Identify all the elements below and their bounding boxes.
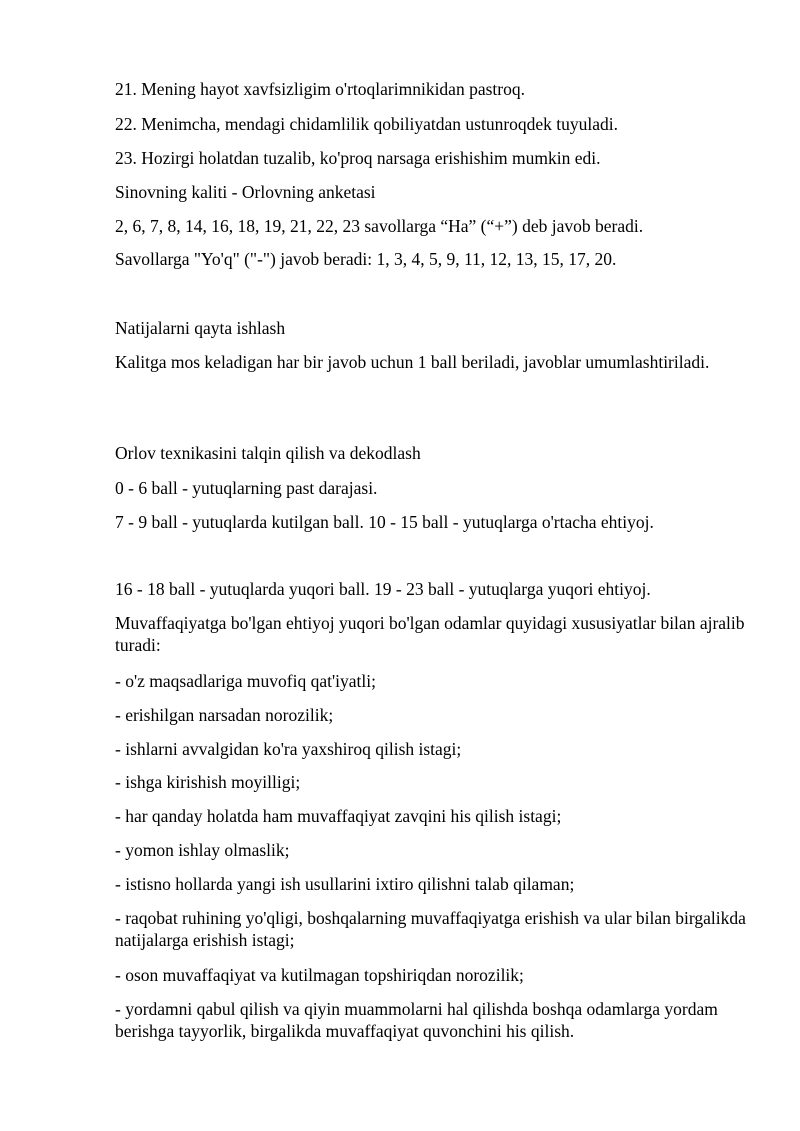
score-range-low: 0 - 6 ball - yutuqlarning past darajasi. [115,478,378,498]
features-intro: Muvaffaqiyatga bo'lgan ehtiyoj yuqori bo'lgan odamlar quyidagi xususiyatlar bilan ajralib turadi: [115,613,745,655]
question-23: 23. Hozirgi holatdan tuzalib, ko'proq narsaga erishishim mumkin edi. [115,148,601,168]
score-range-medium: 7 - 9 ball - yutuqlarda kutilgan ball. 10 - 15 ball - yutuqlarga o'rtacha ehtiyoj. [115,512,654,532]
feature-item: - ishga kirishish moyilligi; [115,772,301,792]
feature-item: - o'z maqsadlariga muvofiq qat'iyatli; [115,671,376,691]
feature-item: - raqobat ruhining yo'qligi, boshqalarning muvaffaqiyatga erishish va ular bilan birgalikda natijalarga erishish istagi; [115,908,746,950]
feature-item: - yordamni qabul qilish va qiyin muammolarni hal qilishda boshqa odamlarga yordam berishga tayyorlik, birgalikda muvaffaqiyat quvonchini his qilish. [115,999,718,1041]
yes-answers-key: 2, 6, 7, 8, 14, 16, 18, 19, 21, 22, 23 savollarga “Ha” (“+”) deb javob beradi. [115,216,644,236]
feature-item: - yomon ishlay olmaslik; [115,840,290,860]
feature-item: - ishlarni avvalgidan ko'ra yaxshiroq qilish istagi; [115,739,462,759]
no-answers-key: Savollarga "Yo'q" ("-") javob beradi: 1, 3, 4, 5, 9, 11, 12, 13, 15, 17, 20. [115,249,617,269]
feature-item: - istisno hollarda yangi ish usullarini ixtiro qilishni talab qilaman; [115,874,575,894]
processing-text: Kalitga mos keladigan har bir javob uchun 1 ball beriladi, javoblar umumlashtiriladi. [115,352,710,372]
feature-item: - oson muvaffaqiyat va kutilmagan topshiriqdan norozilik; [115,965,524,985]
feature-item: - har qanday holatda ham muvaffaqiyat zavqini his qilish istagi; [115,806,562,826]
key-heading: Sinovning kaliti - Orlovning anketasi [115,182,376,202]
question-22: 22. Menimcha, mendagi chidamlilik qobiliyatdan ustunroqdek tuyuladi. [115,114,619,134]
processing-heading: Natijalarni qayta ishlash [115,318,286,338]
question-21: 21. Mening hayot xavfsizligim o'rtoqlarimnikidan pastroq. [115,79,525,99]
score-range-high: 16 - 18 ball - yutuqlarda yuqori ball. 19 - 23 ball - yutuqlarga yuqori ehtiyoj. [115,579,651,599]
feature-item: - erishilgan narsadan norozilik; [115,705,334,725]
interpretation-heading: Orlov texnikasini talqin qilish va dekodlash [115,443,421,463]
